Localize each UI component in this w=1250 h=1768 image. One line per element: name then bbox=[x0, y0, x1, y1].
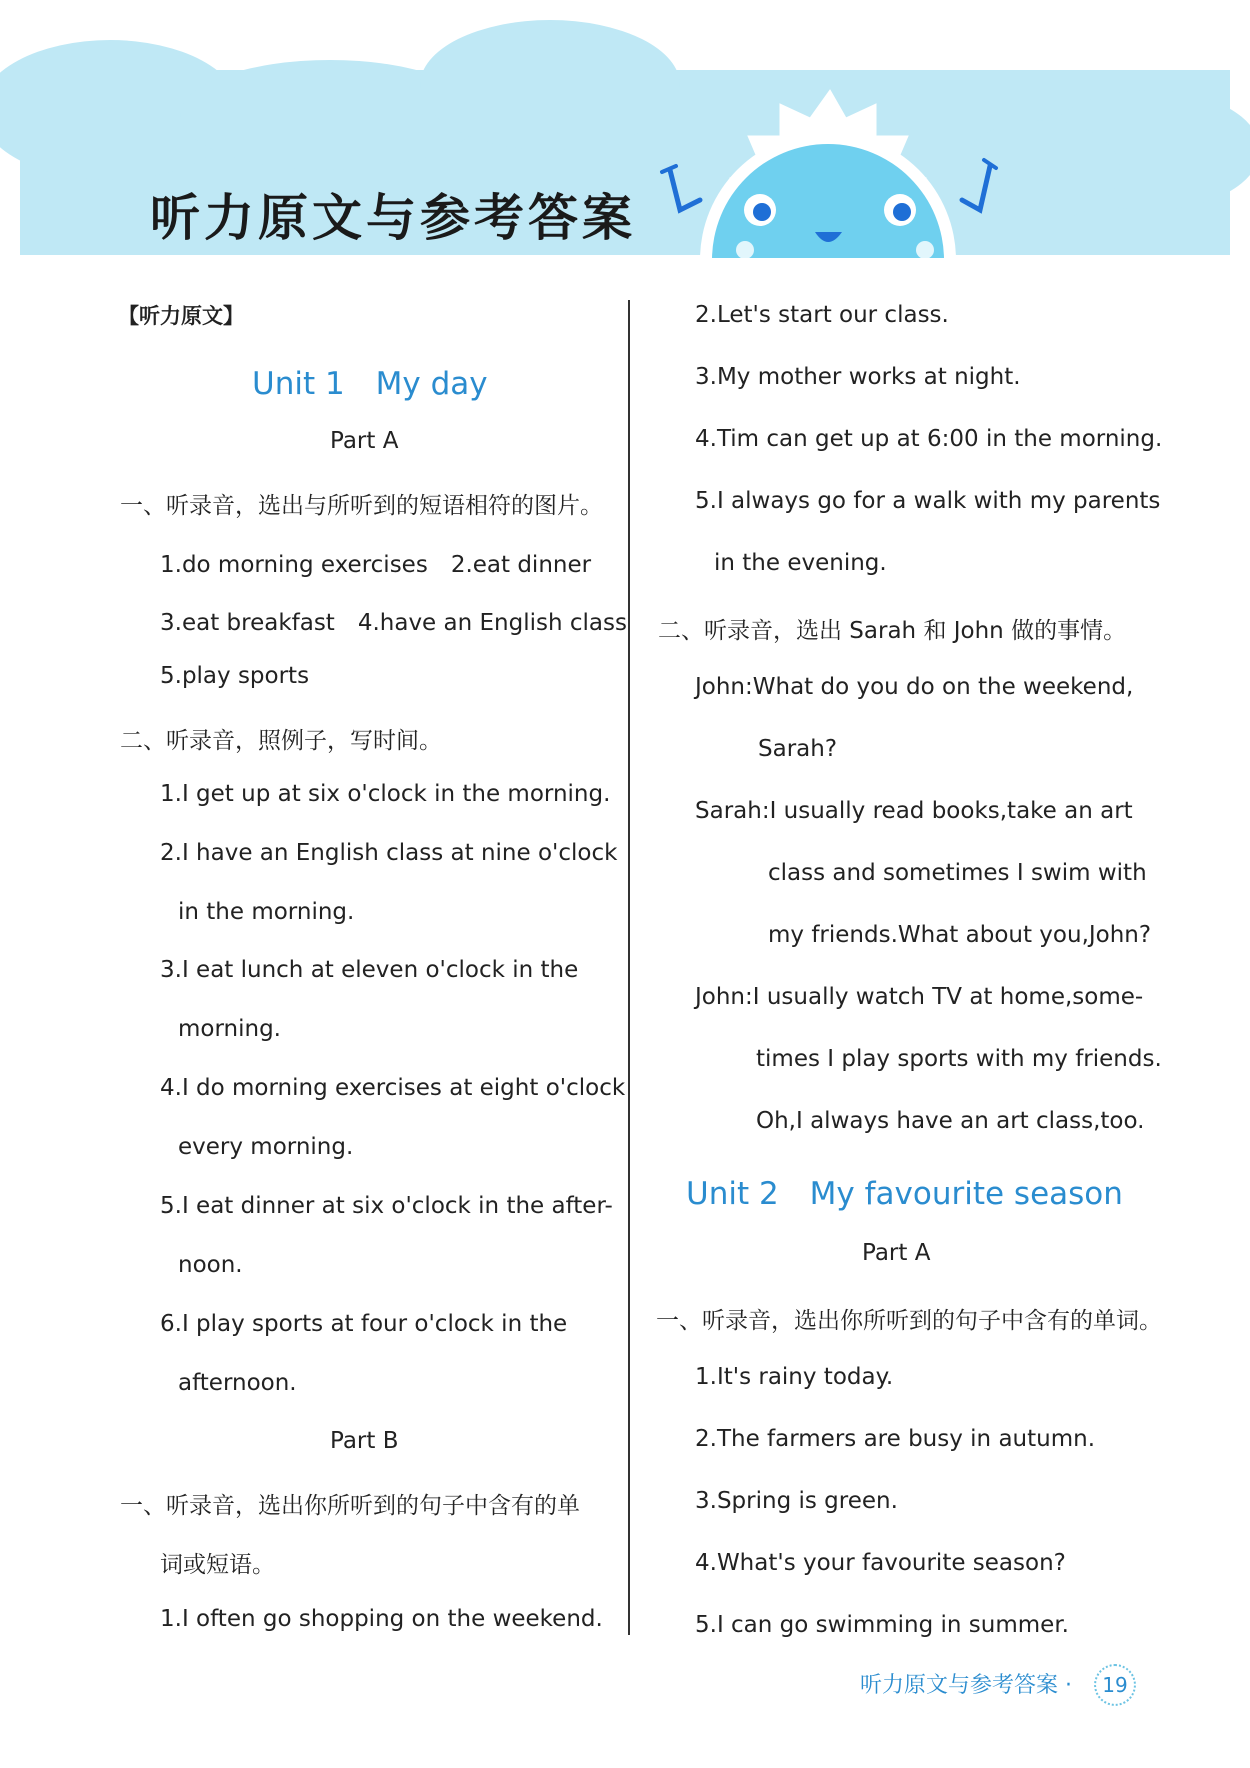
text-line: 5.I always go for a walk with my parents bbox=[695, 488, 1161, 514]
text-line: 6.I play sports at four o'clock in the bbox=[160, 1311, 568, 1337]
text-line: morning. bbox=[178, 1016, 281, 1042]
text-line: 4.Tim can get up at 6:00 in the morning. bbox=[695, 426, 1163, 452]
part-b-heading: Part B bbox=[330, 1428, 399, 1454]
text-line: in the morning. bbox=[178, 899, 355, 925]
question-title: 一、听录音，选出与所听到的短语相符的图片。 bbox=[120, 493, 603, 519]
text-line: 3.eat breakfast 4.have an English class bbox=[160, 610, 627, 636]
sun-mascot-icon bbox=[650, 60, 1010, 258]
dialogue-line: John:What do you do on the weekend, bbox=[695, 674, 1134, 700]
text-line: 2.Let's start our class. bbox=[695, 302, 949, 328]
dialogue-line: Sarah:I usually read books,take an art bbox=[695, 798, 1133, 824]
dialogue-line: John:I usually watch TV at home,some- bbox=[695, 984, 1144, 1010]
text-line: 1.I often go shopping on the weekend. bbox=[160, 1606, 603, 1632]
page-number: 19 bbox=[1094, 1664, 1136, 1706]
dialogue-line: class and sometimes I swim with bbox=[768, 860, 1147, 886]
part-a-heading: Part A bbox=[862, 1240, 931, 1266]
footer-title: 听力原文与参考答案 · bbox=[860, 1673, 1072, 1698]
text-line: afternoon. bbox=[178, 1370, 297, 1396]
page-header bbox=[0, 0, 1250, 258]
part-a-heading: Part A bbox=[330, 428, 399, 454]
question-title: 二、听录音，照例子，写时间。 bbox=[120, 728, 442, 754]
dialogue-line: my friends.What about you,John? bbox=[768, 922, 1152, 948]
text-line: 3.My mother works at night. bbox=[695, 364, 1021, 390]
text-line: 5.I can go swimming in summer. bbox=[695, 1612, 1069, 1638]
dialogue-line: times I play sports with my friends. bbox=[756, 1046, 1162, 1072]
text-line: 1.It's rainy today. bbox=[695, 1364, 894, 1390]
text-line: noon. bbox=[178, 1252, 243, 1278]
question-title: 词或短语。 bbox=[160, 1552, 275, 1578]
text-line: 2.I have an English class at nine o'clock bbox=[160, 840, 618, 866]
text-line: 4.What's your favourite season? bbox=[695, 1550, 1066, 1576]
question-title: 一、听录音，选出你所听到的句子中含有的单词。 bbox=[656, 1308, 1162, 1334]
unit2-title: Unit 2 My favourite season bbox=[686, 1176, 1123, 1212]
dialogue-line: Sarah? bbox=[758, 736, 838, 762]
text-line: 1.do morning exercises 2.eat dinner bbox=[160, 552, 592, 578]
text-line: in the evening. bbox=[714, 550, 887, 576]
dialogue-line: Oh,I always have an art class,too. bbox=[756, 1108, 1145, 1134]
unit1-title: Unit 1 My day bbox=[252, 366, 488, 402]
text-line: 4.I do morning exercises at eight o'clock bbox=[160, 1075, 626, 1101]
question-title: 二、听录音，选出 Sarah 和 John 做的事情。 bbox=[658, 618, 1127, 644]
cloud-shape bbox=[420, 20, 680, 150]
text-line: 5.I eat dinner at six o'clock in the after- bbox=[160, 1193, 613, 1219]
text-line: 3.I eat lunch at eleven o'clock in the bbox=[160, 957, 579, 983]
page-title: 听力原文与参考答案 bbox=[150, 188, 636, 247]
section-label: 【听力原文】 bbox=[118, 304, 244, 328]
text-line: 5.play sports bbox=[160, 663, 310, 689]
text-line: 1.I get up at six o'clock in the morning. bbox=[160, 781, 611, 807]
column-divider bbox=[628, 300, 630, 1635]
text-line: 2.The farmers are busy in autumn. bbox=[695, 1426, 1096, 1452]
question-title: 一、听录音，选出你所听到的句子中含有的单 bbox=[120, 1493, 580, 1519]
text-line: every morning. bbox=[178, 1134, 354, 1160]
text-line: 3.Spring is green. bbox=[695, 1488, 898, 1514]
